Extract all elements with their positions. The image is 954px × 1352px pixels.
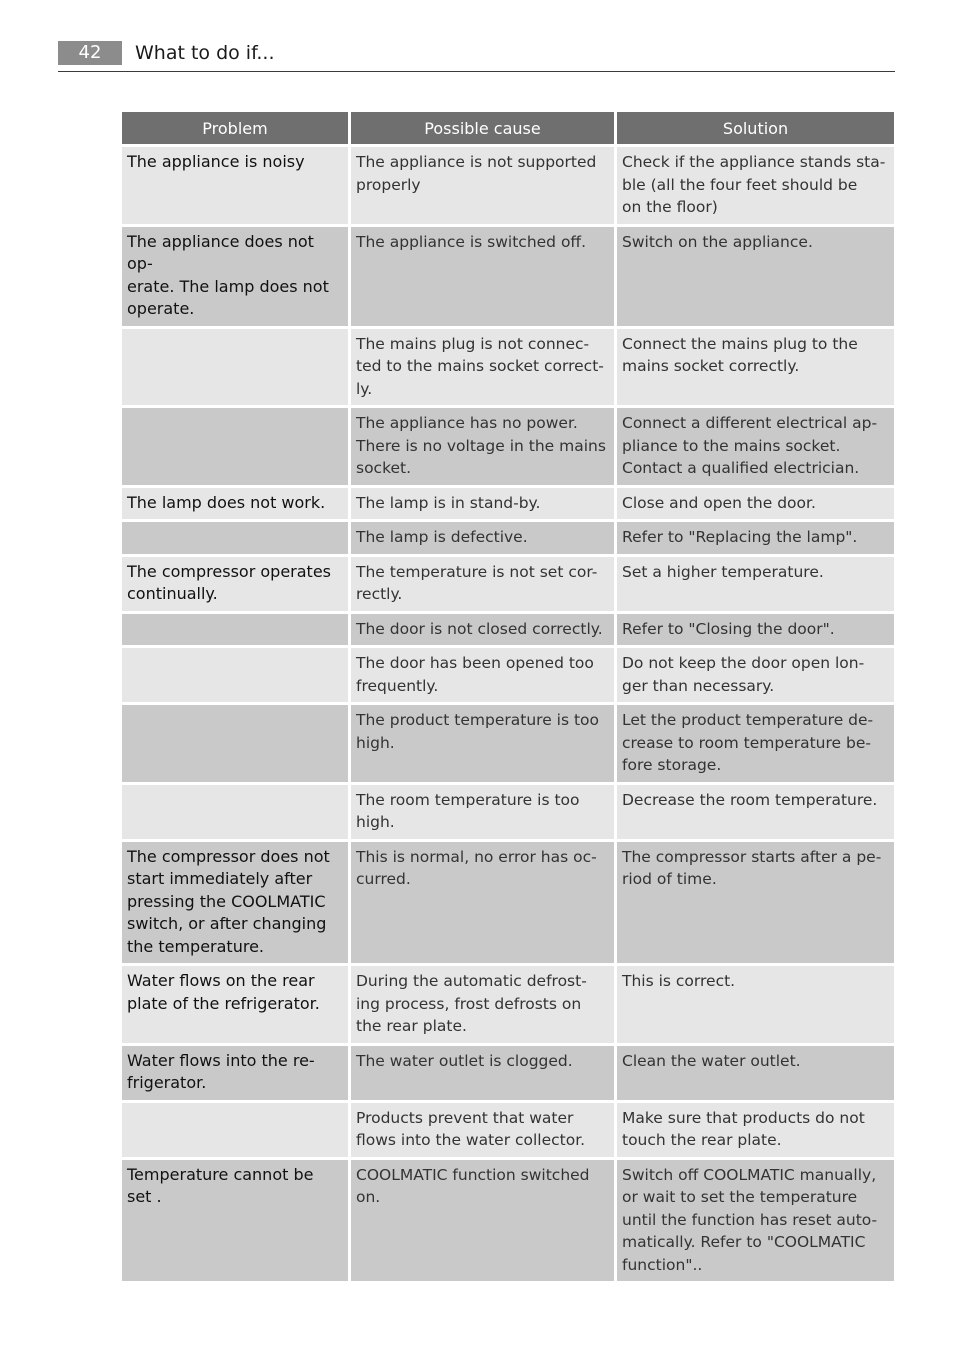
problem-cell: [122, 522, 351, 557]
cause-cell: Products prevent that water flows into the water collector.: [351, 1103, 617, 1160]
cause-cell: The water outlet is clogged.: [351, 1046, 617, 1103]
solution-cell: Connect a different electrical ap- pliance to the mains socket. Contact a qualified electrician.: [617, 408, 894, 488]
problem-cell: [122, 614, 351, 649]
table-row: [122, 408, 894, 488]
table-row: [122, 785, 894, 842]
problem-cell: [122, 1103, 351, 1160]
cause-cell: The product temperature is too high.: [351, 705, 617, 785]
solution-cell: Set a higher temperature.: [617, 557, 894, 614]
table-row: [122, 1103, 894, 1160]
section-title: What to do if...: [135, 42, 275, 64]
table-row: [122, 522, 894, 557]
column-header-solution: Solution: [617, 112, 894, 147]
table-row: [122, 227, 894, 329]
problem-cell: The compressor does not start immediately after pressing the COOLMATIC switch, or after changing the temperature.: [122, 842, 351, 967]
table-row: [122, 648, 894, 705]
solution-cell: Connect the mains plug to the mains socket correctly.: [617, 329, 894, 409]
problem-cell: The lamp does not work.: [122, 488, 351, 523]
solution-cell: This is correct.: [617, 966, 894, 1046]
table-row: [122, 1160, 894, 1282]
cause-cell: The lamp is defective.: [351, 522, 617, 557]
solution-cell: Decrease the room temperature.: [617, 785, 894, 842]
cause-cell: The mains plug is not connec- ted to the mains socket correct- ly.: [351, 329, 617, 409]
cause-cell: The door has been opened too frequently.: [351, 648, 617, 705]
solution-cell: Close and open the door.: [617, 488, 894, 523]
page-number: 42: [58, 41, 122, 65]
problem-cell: [122, 785, 351, 842]
problem-cell: [122, 329, 351, 409]
cause-cell: This is normal, no error has oc- curred.: [351, 842, 617, 967]
solution-cell: Switch off COOLMATIC manually, or wait to set the temperature until the function has reset auto- matically. Refer to "COOLMATIC function"..: [617, 1160, 894, 1282]
solution-cell: Clean the water outlet.: [617, 1046, 894, 1103]
column-header-problem: Problem: [122, 112, 351, 147]
table-row: [122, 614, 894, 649]
problem-cell: The compressor operates continually.: [122, 557, 351, 614]
table-row: [122, 966, 894, 1046]
table-row: [122, 557, 894, 614]
table-row: [122, 329, 894, 409]
cause-cell: The door is not closed correctly.: [351, 614, 617, 649]
problem-cell: [122, 648, 351, 705]
solution-cell: The compressor starts after a pe- riod of time.: [617, 842, 894, 967]
table-row: [122, 147, 894, 227]
cause-cell: The room temperature is too high.: [351, 785, 617, 842]
cause-cell: The appliance is switched off.: [351, 227, 617, 329]
troubleshooting-table: [122, 112, 894, 1281]
solution-cell: Check if the appliance stands sta- ble (all the four feet should be on the floor): [617, 147, 894, 227]
solution-cell: Let the product temperature de- crease to room temperature be- fore storage.: [617, 705, 894, 785]
cause-cell: The temperature is not set cor- rectly.: [351, 557, 617, 614]
column-header-possible-cause: Possible cause: [351, 112, 617, 147]
cause-cell: The lamp is in stand-by.: [351, 488, 617, 523]
table-header-row: [122, 112, 894, 147]
page-header: [58, 41, 895, 72]
problem-cell: Water flows on the rear plate of the refrigerator.: [122, 966, 351, 1046]
cause-cell: During the automatic defrost- ing process, frost defrosts on the rear plate.: [351, 966, 617, 1046]
problem-cell: The appliance does not op- erate. The lamp does not operate.: [122, 227, 351, 329]
cause-cell: The appliance has no power. There is no voltage in the mains socket.: [351, 408, 617, 488]
cause-cell: COOLMATIC function switched on.: [351, 1160, 617, 1282]
solution-cell: Switch on the appliance.: [617, 227, 894, 329]
problem-cell: The appliance is noisy: [122, 147, 351, 227]
cause-cell: The appliance is not supported properly: [351, 147, 617, 227]
table-row: [122, 705, 894, 785]
solution-cell: Make sure that products do not touch the rear plate.: [617, 1103, 894, 1160]
problem-cell: [122, 705, 351, 785]
solution-cell: Refer to "Closing the door".: [617, 614, 894, 649]
table-row: [122, 1046, 894, 1103]
solution-cell: Do not keep the door open lon- ger than necessary.: [617, 648, 894, 705]
problem-cell: Temperature cannot be set .: [122, 1160, 351, 1282]
table-row: [122, 488, 894, 523]
solution-cell: Refer to "Replacing the lamp".: [617, 522, 894, 557]
problem-cell: [122, 408, 351, 488]
problem-cell: Water flows into the re- frigerator.: [122, 1046, 351, 1103]
table-row: [122, 842, 894, 967]
